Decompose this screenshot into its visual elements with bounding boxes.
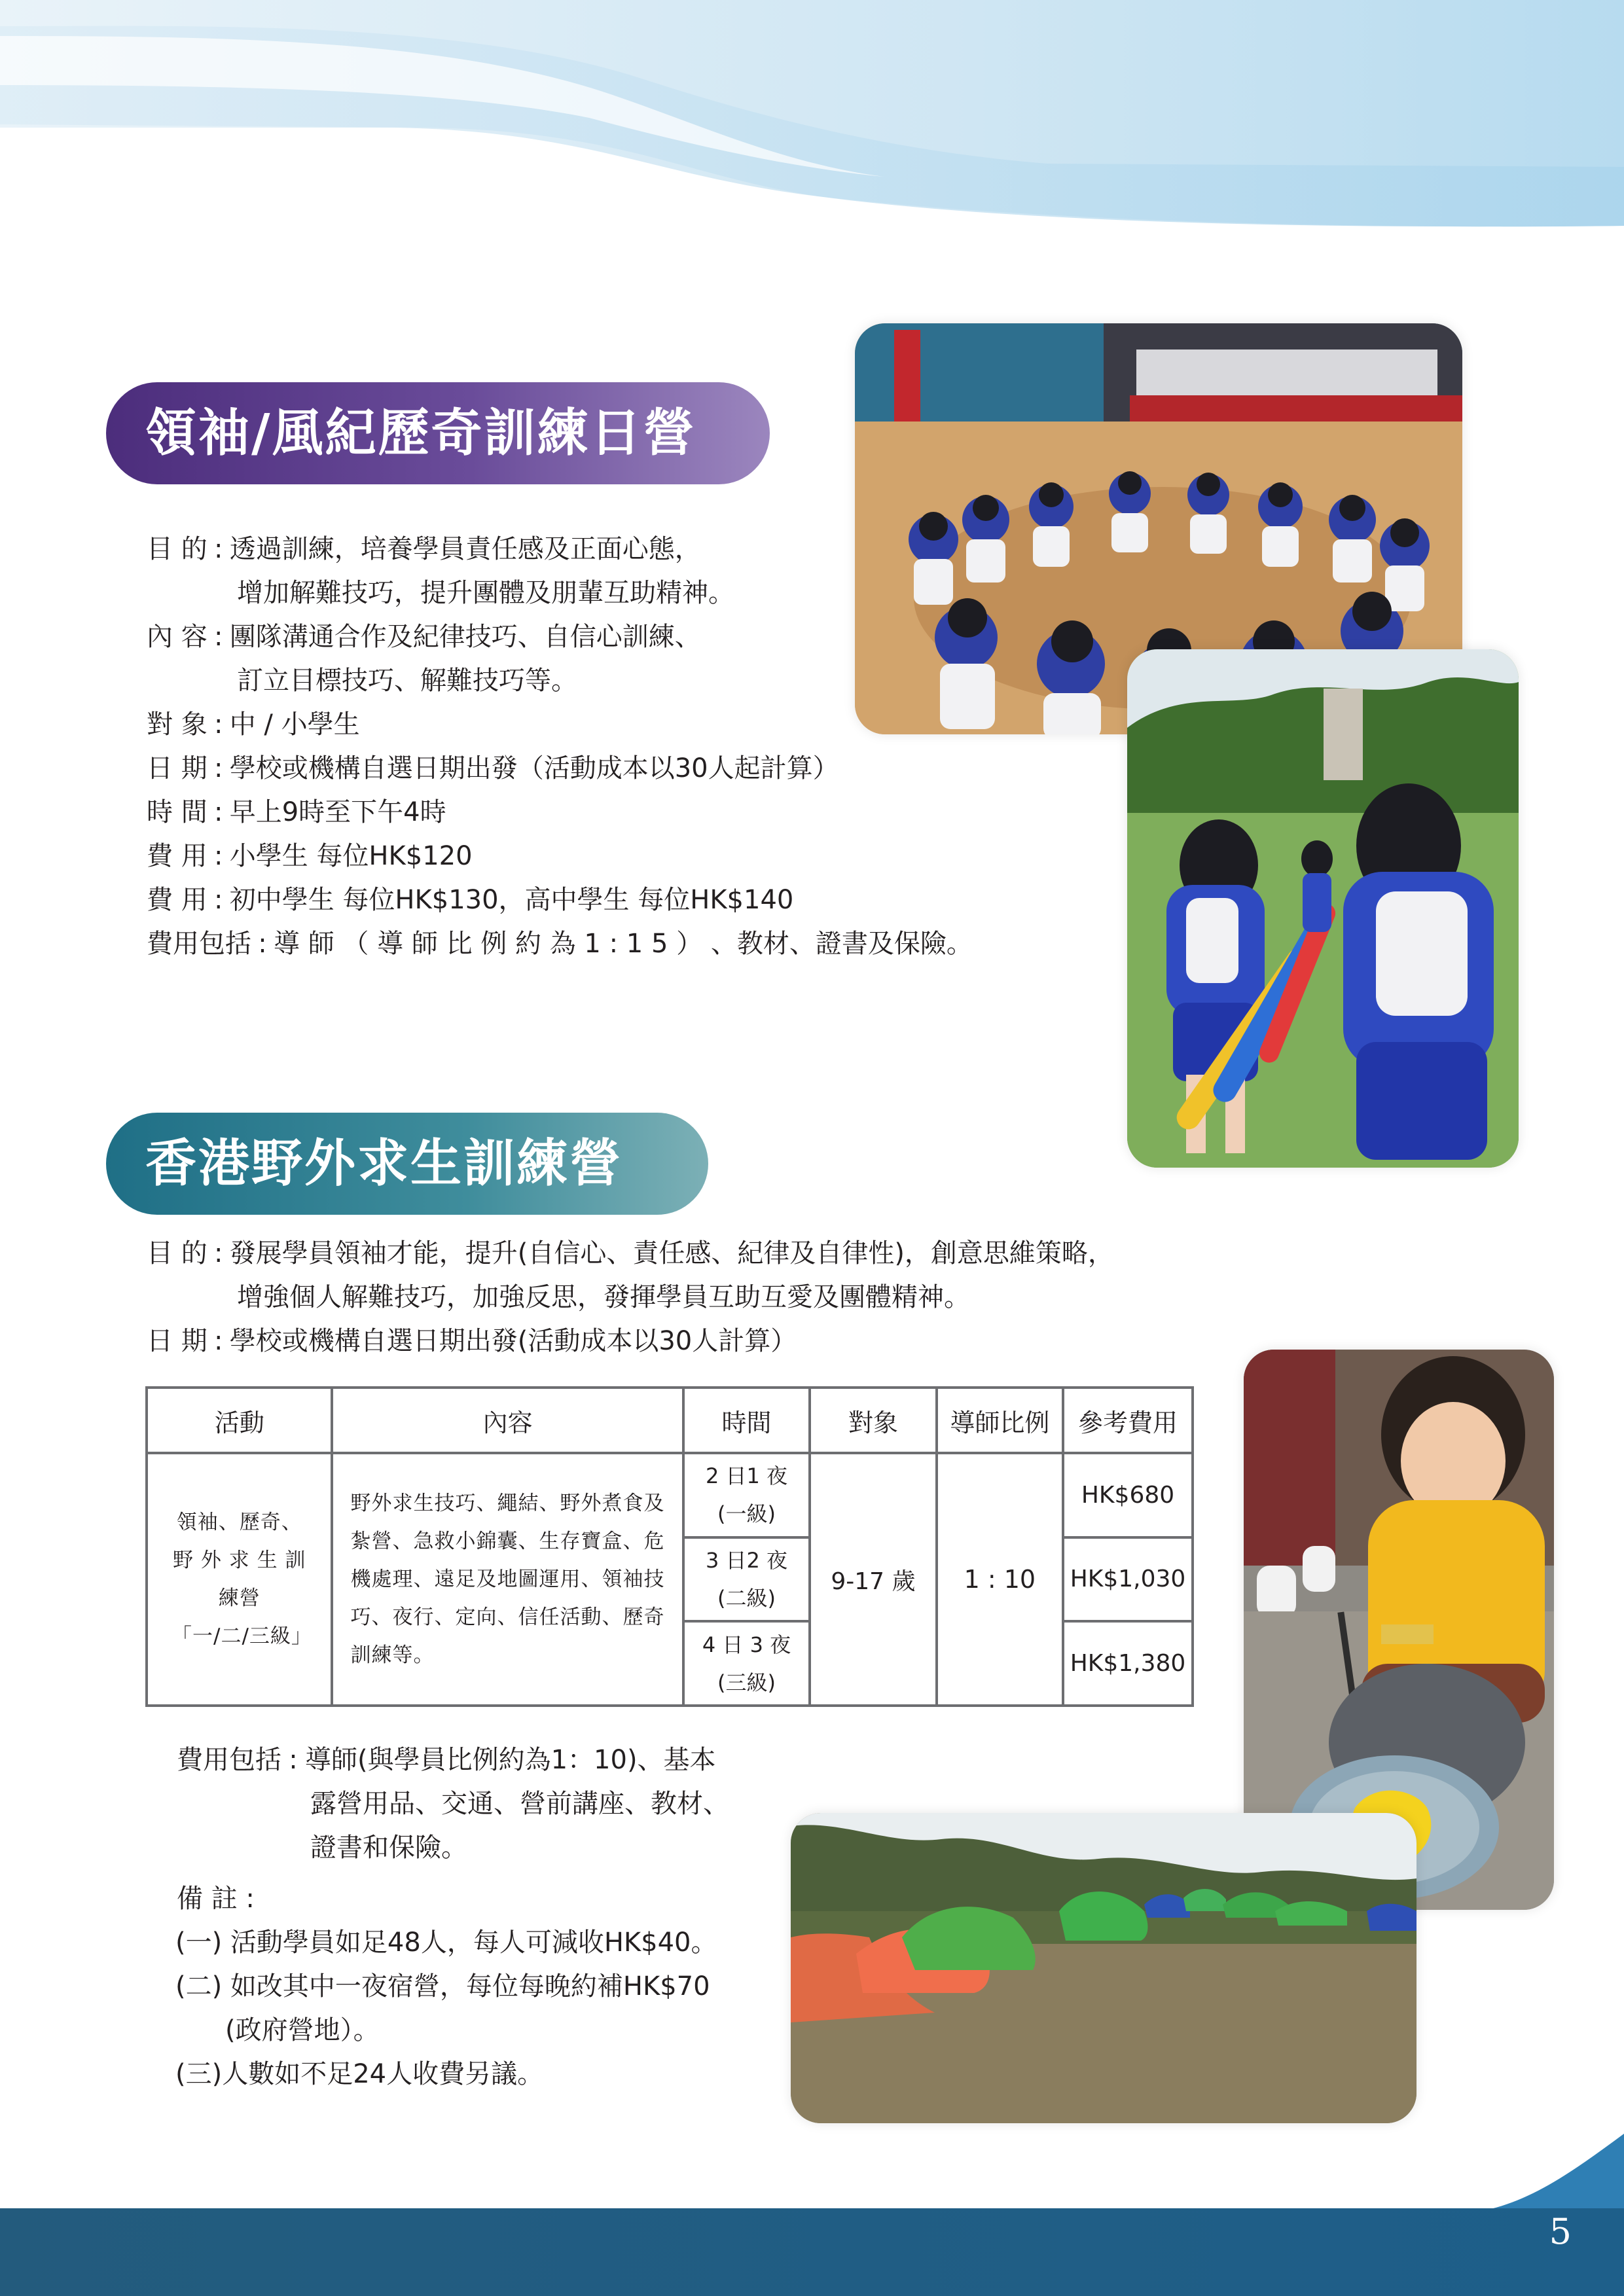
activity-cell	[147, 1453, 332, 1706]
content-line: 野外求生技巧、繩結、野外煮食及	[350, 1492, 665, 1515]
section1-title: 領袖/風紀歷奇訓練日營	[145, 404, 696, 463]
table-row	[147, 1453, 1193, 1537]
header-wave-decoration	[0, 0, 1624, 236]
note-item: (政府營地）。	[225, 2015, 380, 2045]
content-line: 紮營、急救小錦囊、生存寶盒、危	[350, 1530, 665, 1553]
info-row: 費用包括 : 導 師 （ 導 師 比 例 約 為 1 : 1 5 ） 、教材、證書及保險。	[147, 922, 973, 966]
fee-include-block: 費用包括 : 導師(與學員比例約為1：10)、基本 露營用品、交通、營前講座、教材、 證書和保險。	[177, 1738, 729, 1870]
time-line: 4 日 3 夜	[702, 1632, 791, 1657]
activity-line: 野 外 求 生 訓	[173, 1549, 306, 1572]
column-header: 對象	[810, 1388, 936, 1453]
outdoor-photo-illustration	[1127, 649, 1519, 1168]
info-text: 初中學生 每位HK$130，高中學生 每位HK$140	[229, 885, 794, 915]
info-label: 目 的	[147, 1238, 208, 1268]
activity-line: 領袖、歷奇、	[176, 1511, 302, 1534]
info-label: 目 的	[147, 534, 208, 564]
outdoor-noodle-photo	[1127, 649, 1519, 1168]
page-number: 5	[1549, 2211, 1572, 2252]
fee-include-line: 露營用品、交通、營前講座、教材、	[310, 1789, 729, 1819]
info-text: 學校或機構自選日期出發(活動成本以30人計算）	[229, 1326, 797, 1356]
fee-cell: HK$1,380	[1063, 1621, 1193, 1706]
note-item: (二) 如改其中一夜宿營，每位每晚約補HK$70	[175, 1971, 710, 2001]
notes-heading: 備 註 :	[177, 1884, 255, 1914]
info-label: 對 象	[147, 709, 208, 740]
time-cell	[683, 1537, 810, 1622]
time-level: (一級)	[717, 1501, 776, 1527]
section2-info	[147, 1232, 1114, 1363]
info-label: 時 間	[147, 797, 208, 827]
activity-line: 練營	[218, 1587, 261, 1610]
notes-block	[175, 1877, 717, 2096]
fee-include-label: 費用包括	[177, 1745, 281, 1775]
section1-info	[147, 528, 973, 966]
info-text: 增加解難技巧，提升團體及朋輩互助精神。	[237, 578, 734, 608]
info-row: 目 的 : 發展學員領袖才能，提升(自信心、責任感、紀律及自律性)，創意思維策略，	[147, 1232, 1114, 1276]
info-row	[147, 571, 973, 615]
fee-cell: HK$1,030	[1063, 1537, 1193, 1622]
info-row: 費 用 : 小學生 每位HK$120	[147, 834, 973, 878]
column-header: 導師比例	[937, 1388, 1063, 1453]
campsite-tents-photo	[791, 1813, 1416, 2123]
column-header: 內容	[332, 1388, 683, 1453]
info-row: 日 期 : 學校或機構自選日期出發(活動成本以30人計算）	[147, 1319, 1114, 1363]
info-label: 費 用	[147, 885, 208, 915]
info-text: 增強個人解難技巧，加強反思，發揮學員互助互愛及團體精神。	[237, 1282, 970, 1312]
info-text: 導 師 （ 導 師 比 例 約 為 1 : 1 5 ） 、教材、證書及保險。	[274, 929, 973, 959]
time-line: 3 日2 夜	[705, 1547, 788, 1573]
info-label: 費用包括	[147, 929, 251, 959]
time-cell	[683, 1621, 810, 1706]
info-row: 對 象 : 中 / 小學生	[147, 703, 973, 747]
info-row: 時 間 : 早上9時至下午4時	[147, 791, 973, 834]
content-line: 訓練等。	[350, 1643, 435, 1667]
info-label: 日 期	[147, 1326, 208, 1356]
info-row	[147, 1276, 1114, 1319]
time-level: (二級)	[717, 1585, 776, 1611]
fee-include-line: 導師(與學員比例約為1：10)、基本	[305, 1745, 716, 1775]
info-label: 日 期	[147, 753, 208, 783]
column-header: 參考費用	[1063, 1388, 1193, 1453]
note-item: (三)人數如不足24人收費另議。	[175, 2059, 544, 2089]
section2-title: 香港野外求生訓練營	[145, 1134, 623, 1193]
info-label: 內 容	[147, 622, 208, 652]
table-header-row	[147, 1388, 1193, 1453]
time-cell	[683, 1453, 810, 1537]
column-header: 時間	[683, 1388, 810, 1453]
info-text: 早上9時至下午4時	[229, 797, 446, 827]
info-label: 費 用	[147, 841, 208, 871]
content-line: 機處理、遠足及地圖運用、領袖技	[350, 1568, 665, 1591]
info-text: 訂立目標技巧、解難技巧等。	[237, 666, 577, 696]
time-level: (三級)	[717, 1670, 776, 1695]
target-cell: 9-17 歲	[810, 1453, 936, 1706]
fee-include-line: 證書和保險。	[310, 1833, 467, 1863]
info-text: 發展學員領袖才能，提升(自信心、責任感、紀律及自律性)，創意思維策略，	[229, 1238, 1114, 1268]
time-line: 2 日1 夜	[705, 1463, 788, 1489]
info-text: 團隊溝通合作及紀律技巧、自信心訓練、	[229, 622, 701, 652]
info-row	[147, 659, 973, 703]
info-text: 學校或機構自選日期出發（活動成本以30人起計算）	[229, 753, 839, 783]
info-row: 日 期 : 學校或機構自選日期出發（活動成本以30人起計算）	[147, 747, 973, 791]
info-row: 內 容 : 團隊溝通合作及紀律技巧、自信心訓練、	[147, 615, 973, 659]
content-line: 巧、夜行、定向、信任活動、歷奇	[350, 1605, 665, 1629]
info-text: 透過訓練，培養學員責任感及正面心態，	[229, 534, 701, 564]
column-header: 活動	[147, 1388, 332, 1453]
activity-table	[145, 1386, 1194, 1707]
footer-band	[0, 2134, 1624, 2296]
campsite-photo-illustration	[791, 1813, 1416, 2123]
info-text: 中 / 小學生	[229, 709, 360, 740]
activity-line: 「一/二/三級」	[171, 1624, 312, 1648]
section2-title-banner	[106, 1113, 708, 1215]
ratio-cell: 1 : 10	[937, 1453, 1063, 1706]
info-text: 小學生 每位HK$120	[229, 841, 473, 871]
content-cell	[332, 1453, 683, 1706]
note-item: (一) 活動學員如足48人，每人可減收HK$40。	[175, 1928, 717, 1958]
section1-title-banner	[106, 382, 770, 484]
info-row: 目 的 : 透過訓練，培養學員責任感及正面心態，	[147, 528, 973, 571]
fee-cell: HK$680	[1063, 1453, 1193, 1537]
info-row: 費 用 : 初中學生 每位HK$130，高中學生 每位HK$140	[147, 878, 973, 922]
